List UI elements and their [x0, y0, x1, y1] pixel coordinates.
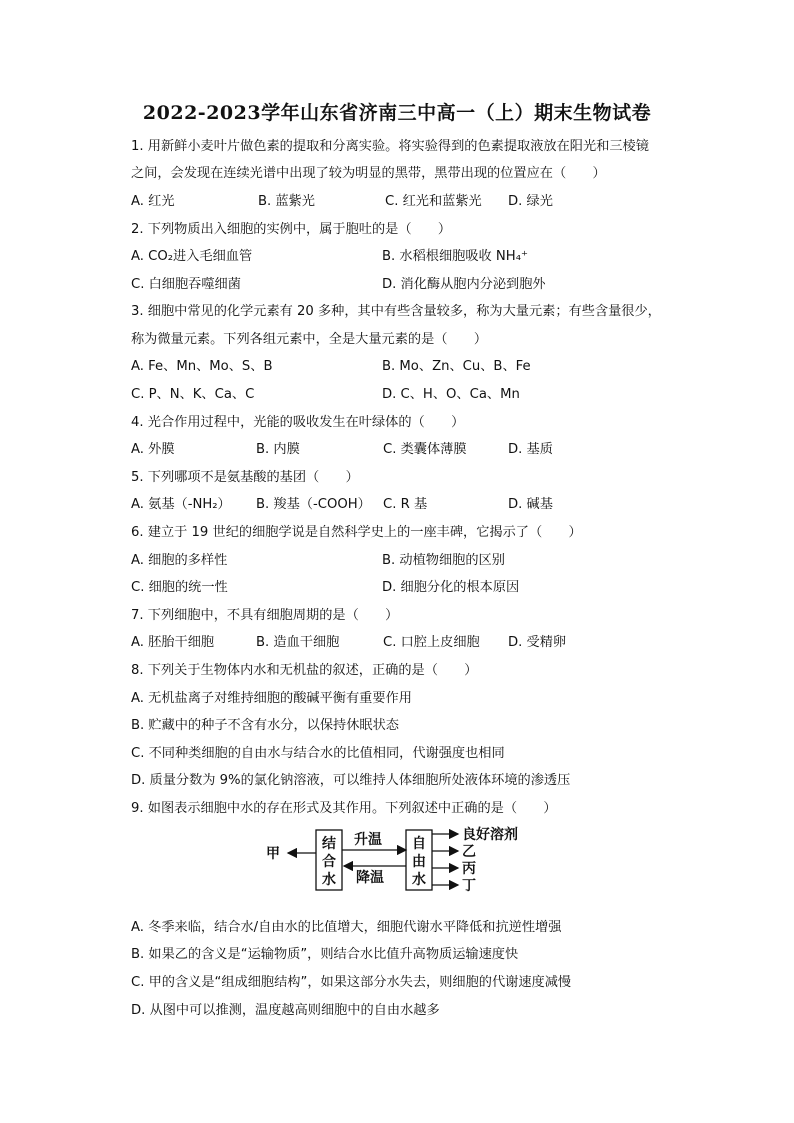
q2-option-c: C. 白细胞吞噬细菌 [131, 277, 241, 292]
q1-option-b: B. 蓝紫光 [258, 194, 315, 209]
q4-option-a: A. 外膜 [131, 442, 175, 457]
water-form-diagram [258, 826, 558, 896]
q5-option-a: A. 氨基（-NH₂） [131, 497, 231, 512]
q2-option-a: A. CO₂进入毛细血管 [131, 249, 253, 264]
q9-option-b: B. 如果乙的含义是“运输物质”，则结合水比值升高物质运输速度快 [131, 947, 519, 962]
q4-stem: 4. 光合作用过程中，光能的吸收发生在叶绿体的（ ） [131, 415, 465, 430]
q5-stem: 5. 下列哪项不是氨基酸的基团（ ） [131, 470, 359, 485]
q7-option-b: B. 造血干细胞 [256, 635, 340, 650]
q3-option-d: D. C、H、O、Ca、Mn [382, 387, 520, 402]
box1-char-3: 水 [322, 872, 336, 888]
output-yi: 乙 [462, 844, 476, 860]
q6-option-b: B. 动植物细胞的区别 [382, 553, 505, 568]
output-ding: 丁 [462, 878, 476, 894]
q8-option-c: C. 不同种类细胞的自由水与结合水的比值相同，代谢强度也相同 [131, 746, 505, 761]
q4-option-c: C. 类囊体薄膜 [383, 442, 467, 457]
q8-option-d: D. 质量分数为 9%的氯化钠溶液，可以维持人体细胞所处液体环境的渗透压 [131, 773, 571, 788]
output-good-solvent: 良好溶剂 [462, 827, 518, 843]
q3-stem-line-2: 称为微量元素。下列各组元素中，全是大量元素的是（ ） [131, 332, 488, 347]
q1-stem-line-2: 之间，会发现在连续光谱中出现了较为明显的黑带，黑带出现的位置应在（ ） [131, 166, 606, 181]
q5-option-b: B. 羧基（-COOH） [256, 497, 371, 512]
q6-stem: 6. 建立于 19 世纪的细胞学说是自然科学史上的一座丰碑，它揭示了（ ） [131, 525, 582, 540]
q8-option-a: A. 无机盐离子对维持细胞的酸碱平衡有重要作用 [131, 691, 412, 706]
q4-option-d: D. 基质 [508, 442, 553, 457]
output-bing: 丙 [462, 861, 476, 877]
q1-stem-line-1: 1. 用新鲜小麦叶片做色素的提取和分离实验。将实验得到的色素提取液放在阳光和三棱镜 [131, 139, 649, 154]
q9-option-d: D. 从图中可以推测，温度越高则细胞中的自由水越多 [131, 1003, 440, 1018]
q6-option-a: A. 细胞的多样性 [131, 553, 228, 568]
label-cooling: 降温 [356, 870, 384, 886]
q7-option-d: D. 受精卵 [508, 635, 567, 650]
q8-stem: 8. 下列关于生物体内水和无机盐的叙述，正确的是（ ） [131, 663, 478, 678]
box1-char-1: 结 [322, 836, 336, 852]
q4-option-b: B. 内膜 [256, 442, 300, 457]
q7-option-c: C. 口腔上皮细胞 [383, 635, 480, 650]
page-title: 2022-2023学年山东省济南三中高一（上）期末生物试卷 [142, 102, 652, 124]
q5-option-d: D. 碱基 [508, 497, 553, 512]
q3-option-a: A. Fe、Mn、Mo、S、B [131, 359, 273, 374]
box2-char-2: 由 [412, 854, 426, 870]
box2-char-3: 水 [412, 872, 426, 888]
q6-option-d: D. 细胞分化的根本原因 [382, 580, 520, 595]
q3-stem-line-1: 3. 细胞中常见的化学元素有 20 多种，其中有些含量较多，称为大量元素；有些含量很少， [131, 304, 661, 319]
q9-stem: 9. 如图表示细胞中水的存在形式及其作用。下列叙述中正确的是（ ） [131, 801, 557, 816]
q1-option-c: C. 红光和蓝紫光 [385, 194, 482, 209]
q3-option-c: C. P、N、K、Ca、C [131, 387, 255, 402]
label-jia: 甲 [266, 846, 280, 862]
q7-stem: 7. 下列细胞中，不具有细胞周期的是（ ） [131, 608, 399, 623]
label-heating: 升温 [354, 832, 382, 848]
q2-option-b: B. 水稻根细胞吸收 NH₄⁺ [382, 249, 528, 264]
q2-option-d: D. 消化酶从胞内分泌到胞外 [382, 277, 546, 292]
q1-option-a: A. 红光 [131, 194, 175, 209]
q9-option-c: C. 甲的含义是“组成细胞结构”，如果这部分水失去，则细胞的代谢速度减慢 [131, 975, 572, 990]
q1-option-d: D. 绿光 [508, 194, 553, 209]
q8-option-b: B. 贮藏中的种子不含有水分，以保持休眠状态 [131, 718, 399, 733]
box2-char-1: 自 [412, 836, 426, 852]
q9-option-a: A. 冬季来临，结合水/自由水的比值增大，细胞代谢水平降低和抗逆性增强 [131, 920, 562, 935]
q6-option-c: C. 细胞的统一性 [131, 580, 228, 595]
box1-char-2: 合 [322, 854, 336, 870]
q7-option-a: A. 胚胎干细胞 [131, 635, 215, 650]
q3-option-b: B. Mo、Zn、Cu、B、Fe [382, 359, 531, 374]
q5-option-c: C. R 基 [383, 497, 428, 512]
q2-stem: 2. 下列物质出入细胞的实例中，属于胞吐的是（ ） [131, 222, 452, 237]
